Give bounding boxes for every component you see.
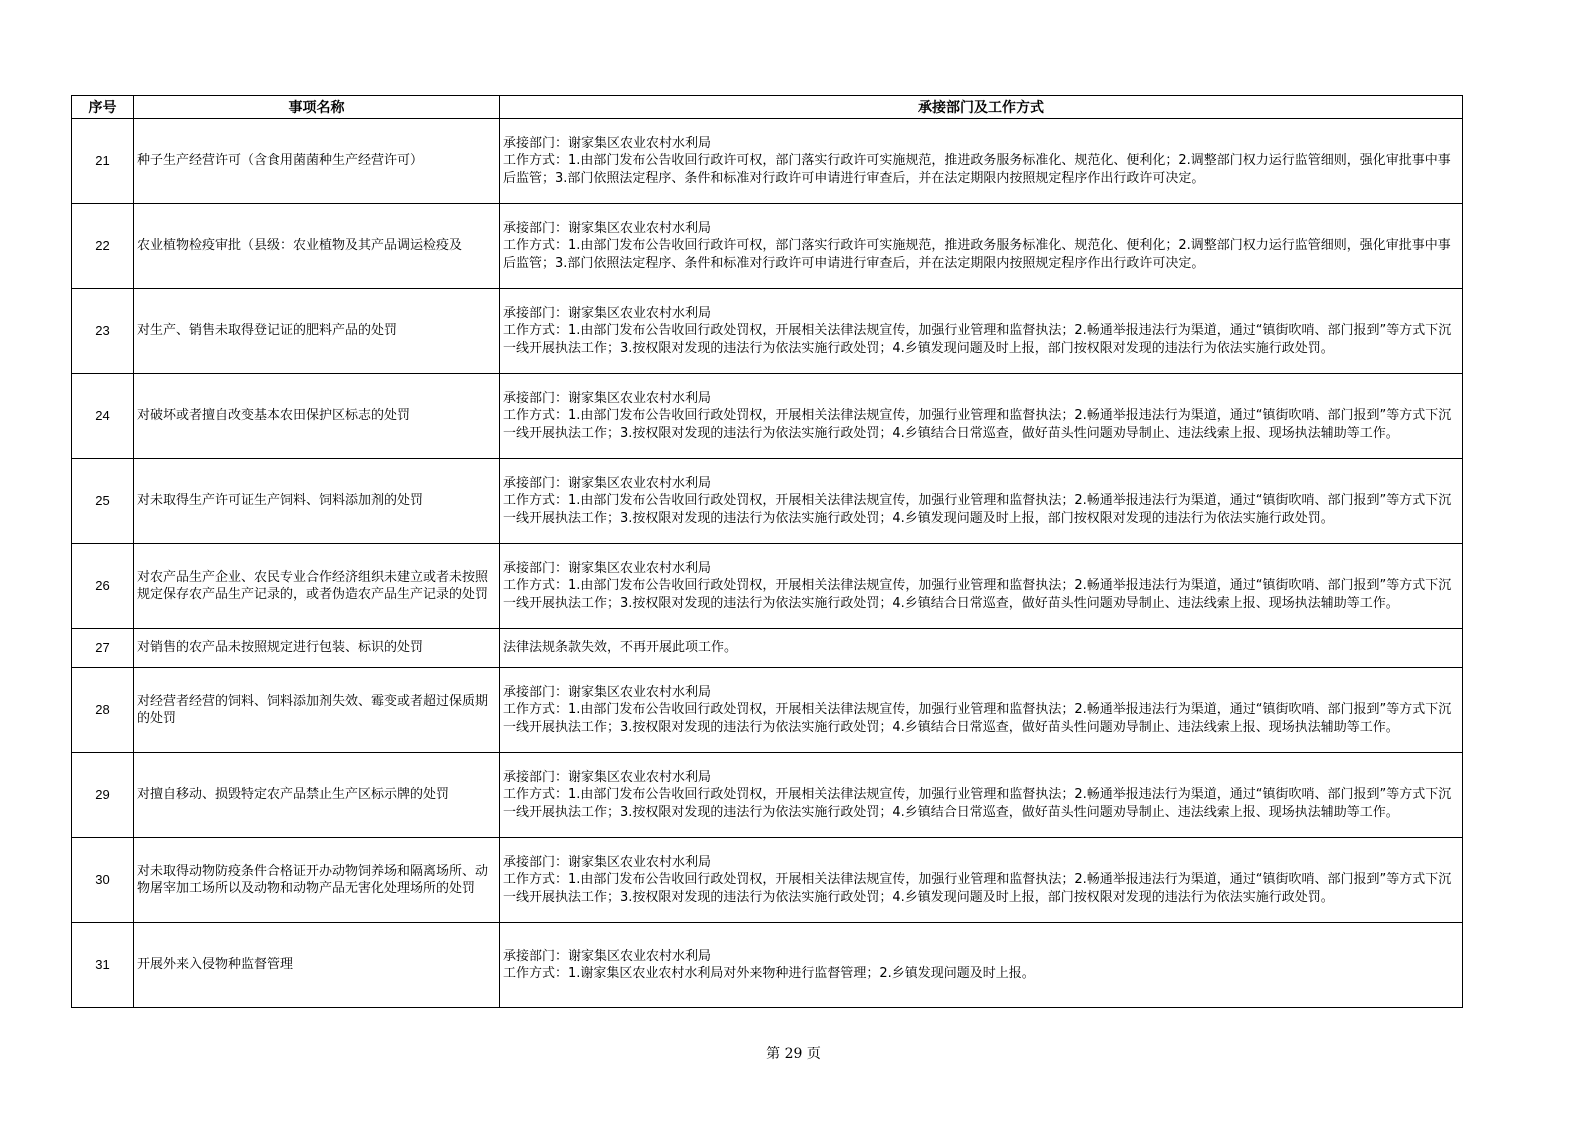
work-method-text: 工作方式：1.由部门发布公告收回行政处罚权，开展相关法律法规宣传，加强行业管理和监督执法；2.畅通举报违法行为渠道，通过“镇街吹哨、部门报到”等方式下沉一线开展执法工作；3.按权限对发现的违法行为依法实施行政处罚；4.乡镇发现问题及时上报，部门按权限对发现的违法行为依法实施行政处罚。 <box>503 872 1452 905</box>
table-row <box>72 923 1463 1008</box>
item-name: 对经营者经营的饲料、饲料添加剂失效、霉变或者超过保质期的处罚 <box>134 668 500 753</box>
table-row <box>72 838 1463 923</box>
department-method-cell <box>500 838 1463 923</box>
header-serial-number: 序号 <box>72 96 134 119</box>
item-name: 对生产、销售未取得登记证的肥料产品的处罚 <box>134 289 500 374</box>
header-department-method: 承接部门及工作方式 <box>500 96 1463 119</box>
item-name: 种子生产经营许可（含食用菌菌种生产经营许可） <box>134 119 500 204</box>
item-name: 对未取得动物防疫条件合格证开办动物饲养场和隔离场所、动物屠宰加工场所以及动物和动物产品无害化处理场所的处罚 <box>134 838 500 923</box>
department-method-cell <box>500 668 1463 753</box>
header-item-name: 事项名称 <box>134 96 500 119</box>
items-table <box>71 95 1463 1008</box>
department-text: 承接部门：谢家集区农业农村水利局 <box>503 135 712 151</box>
table-row <box>72 544 1463 629</box>
table-row <box>72 119 1463 204</box>
table-row <box>72 459 1463 544</box>
page-number: 第 29 页 <box>766 1046 821 1062</box>
department-text: 承接部门：谢家集区农业农村水利局 <box>503 560 712 576</box>
row-number: 26 <box>72 544 134 629</box>
department-text: 承接部门：谢家集区农业农村水利局 <box>503 305 712 321</box>
table-row <box>72 289 1463 374</box>
department-text: 承接部门：谢家集区农业农村水利局 <box>503 390 712 406</box>
table-row <box>72 204 1463 289</box>
item-name: 对未取得生产许可证生产饲料、饲料添加剂的处罚 <box>134 459 500 544</box>
department-method-cell <box>500 544 1463 629</box>
table-row <box>72 374 1463 459</box>
work-method-text: 工作方式：1.由部门发布公告收回行政处罚权，开展相关法律法规宣传，加强行业管理和监督执法；2.畅通举报违法行为渠道，通过“镇街吹哨、部门报到”等方式下沉一线开展执法工作；3.按权限对发现的违法行为依法实施行政处罚；4.乡镇发现问题及时上报，部门按权限对发现的违法行为依法实施行政处罚。 <box>503 323 1452 356</box>
department-text: 法律法规条款失效，不再开展此项工作。 <box>503 640 738 656</box>
item-name: 对销售的农产品未按照规定进行包装、标识的处罚 <box>134 629 500 668</box>
work-method-text: 工作方式：1.谢家集区农业农村水利局对外来物种进行监督管理；2.乡镇发现问题及时上报。 <box>503 966 1035 981</box>
row-number: 23 <box>72 289 134 374</box>
row-number: 31 <box>72 923 134 1008</box>
work-method-text: 工作方式：1.由部门发布公告收回行政处罚权，开展相关法律法规宣传，加强行业管理和监督执法；2.畅通举报违法行为渠道，通过“镇街吹哨、部门报到”等方式下沉一线开展执法工作；3.按权限对发现的违法行为依法实施行政处罚；4.乡镇结合日常巡查，做好苗头性问题劝导制止、违法线索上报、现场执法辅助等工作。 <box>503 787 1452 820</box>
department-method-cell <box>500 629 1463 668</box>
work-method-text: 工作方式：1.由部门发布公告收回行政许可权，部门落实行政许可实施规范，推进政务服务标准化、规范化、便利化；2.调整部门权力运行监管细则，强化审批事中事后监管；3.部门依照法定程序、条件和标准对行政许可申请进行审查后，并在法定期限内按照规定程序作出行政许可决定。 <box>503 238 1451 271</box>
work-method-text: 工作方式：1.由部门发布公告收回行政处罚权，开展相关法律法规宣传，加强行业管理和监督执法；2.畅通举报违法行为渠道，通过“镇街吹哨、部门报到”等方式下沉一线开展执法工作；3.按权限对发现的违法行为依法实施行政处罚；4.乡镇结合日常巡查，做好苗头性问题劝导制止、违法线索上报、现场执法辅助等工作。 <box>503 578 1452 611</box>
department-text: 承接部门：谢家集区农业农村水利局 <box>503 684 712 700</box>
row-number: 24 <box>72 374 134 459</box>
item-name: 对擅自移动、损毁特定农产品禁止生产区标示牌的处罚 <box>134 753 500 838</box>
table-header-row <box>72 96 1463 119</box>
department-text: 承接部门：谢家集区农业农村水利局 <box>503 854 712 870</box>
table-row <box>72 753 1463 838</box>
row-number: 25 <box>72 459 134 544</box>
item-name: 开展外来入侵物种监督管理 <box>134 923 500 1008</box>
item-name: 对破坏或者擅自改变基本农田保护区标志的处罚 <box>134 374 500 459</box>
department-method-cell <box>500 289 1463 374</box>
table-row <box>72 668 1463 753</box>
department-method-cell <box>500 204 1463 289</box>
department-text: 承接部门：谢家集区农业农村水利局 <box>503 948 712 964</box>
row-number: 29 <box>72 753 134 838</box>
department-text: 承接部门：谢家集区农业农村水利局 <box>503 475 712 491</box>
department-method-cell <box>500 923 1463 1008</box>
department-method-cell <box>500 374 1463 459</box>
department-method-cell <box>500 119 1463 204</box>
row-number: 21 <box>72 119 134 204</box>
work-method-text: 工作方式：1.由部门发布公告收回行政处罚权，开展相关法律法规宣传，加强行业管理和监督执法；2.畅通举报违法行为渠道，通过“镇街吹哨、部门报到”等方式下沉一线开展执法工作；3.按权限对发现的违法行为依法实施行政处罚；4.乡镇结合日常巡查，做好苗头性问题劝导制止、违法线索上报、现场执法辅助等工作。 <box>503 702 1452 735</box>
row-number: 28 <box>72 668 134 753</box>
row-number: 27 <box>72 629 134 668</box>
item-name: 对农产品生产企业、农民专业合作经济组织未建立或者未按照规定保存农产品生产记录的，或者伪造农产品生产记录的处罚 <box>134 544 500 629</box>
department-method-cell <box>500 753 1463 838</box>
department-method-cell <box>500 459 1463 544</box>
table-row <box>72 629 1463 668</box>
work-method-text: 工作方式：1.由部门发布公告收回行政处罚权，开展相关法律法规宣传，加强行业管理和监督执法；2.畅通举报违法行为渠道，通过“镇街吹哨、部门报到”等方式下沉一线开展执法工作；3.按权限对发现的违法行为依法实施行政处罚；4.乡镇结合日常巡查，做好苗头性问题劝导制止、违法线索上报、现场执法辅助等工作。 <box>503 408 1452 441</box>
department-text: 承接部门：谢家集区农业农村水利局 <box>503 220 712 236</box>
row-number: 30 <box>72 838 134 923</box>
work-method-text: 工作方式：1.由部门发布公告收回行政处罚权，开展相关法律法规宣传，加强行业管理和监督执法；2.畅通举报违法行为渠道，通过“镇街吹哨、部门报到”等方式下沉一线开展执法工作；3.按权限对发现的违法行为依法实施行政处罚；4.乡镇发现问题及时上报，部门按权限对发现的违法行为依法实施行政处罚。 <box>503 493 1452 526</box>
row-number: 22 <box>72 204 134 289</box>
item-name: 农业植物检疫审批（县级：农业植物及其产品调运检疫及 <box>134 204 500 289</box>
work-method-text: 工作方式：1.由部门发布公告收回行政许可权，部门落实行政许可实施规范，推进政务服务标准化、规范化、便利化；2.调整部门权力运行监管细则，强化审批事中事后监管；3.部门依照法定程序、条件和标准对行政许可申请进行审查后，并在法定期限内按照规定程序作出行政许可决定。 <box>503 153 1451 186</box>
department-text: 承接部门：谢家集区农业农村水利局 <box>503 769 712 785</box>
